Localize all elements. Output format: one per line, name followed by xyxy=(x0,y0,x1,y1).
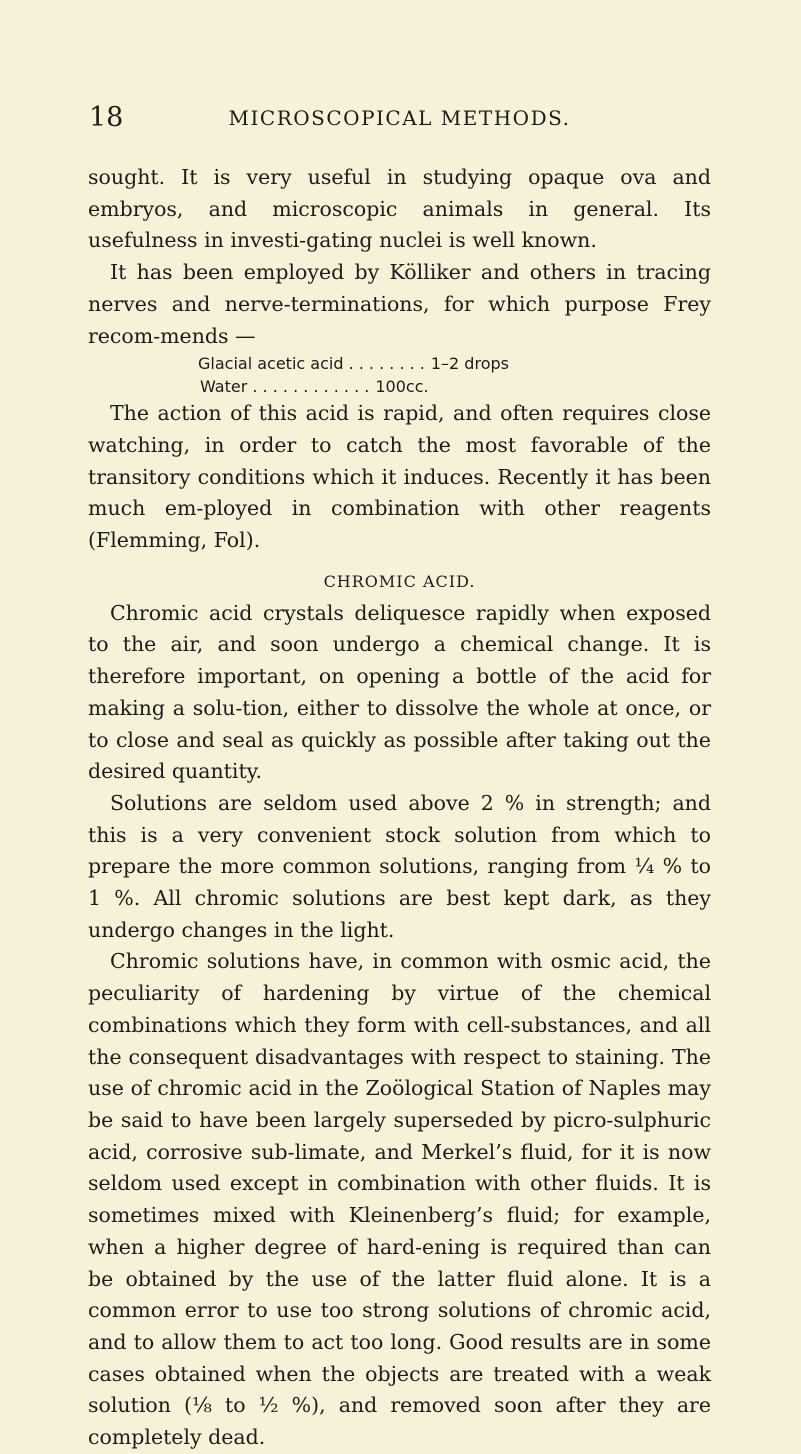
formula-amount: 100cc. xyxy=(375,377,429,397)
paragraph-continued: sought. It is very useful in studying opaque ova and embryos, and microscopic animals in general. Its usefulness in investi-gating nuclei is well known. xyxy=(88,165,711,253)
paragraph-kolliker: It has been employed by Kölliker and others in tracing nerves and nerve-terminations, for which purpose Frey recom-mends — xyxy=(88,260,711,348)
running-title: MICROSCOPICAL METHODS. xyxy=(228,106,571,130)
paragraph-hardening: Chromic solutions have, in common with osmic acid, the peculiarity of hardening by virtue of the chemical combinations which they form with cell-substances, and all the consequent disadvantages with respect to staining. The use of chromic acid in the Zoölogical Station of Naples may be said to have been largely superseded by picro-sulphuric acid, corrosive sub-limate, and Merkel’s fluid, for it is now seldom used except in combination with other fluids. It is sometimes mixed with Kleinenberg’s fluid; for example, when a higher degree of hard-ening is required than can be obtained by the use of the latter fluid alone. It is a common error to use too strong solutions of chromic acid, and to allow them to act too long. Good results are in some cases obtained when the objects are treated with a weak solution (⅛ to ½ %), and removed soon after they are completely dead. xyxy=(88,949,711,1450)
page-number: 18 xyxy=(89,102,124,133)
formula-amount: 1–2 drops xyxy=(430,354,509,374)
page-body xyxy=(88,162,711,1454)
page-header xyxy=(89,101,710,135)
paragraph-action: The action of this acid is rapid, and often requires close watching, in order to catch the most favorable of the transitory conditions which it induces. Recently it has been much em-ployed in combination with other reagents (Flemming, Fol). xyxy=(88,401,711,553)
formula-ingredient: Water . . . . . . . . . . . . xyxy=(200,377,370,397)
formula-table xyxy=(88,352,711,398)
section-heading: CHROMIC ACID. xyxy=(323,571,476,591)
formula-ingredient: Glacial acetic acid . . . . . . . . xyxy=(198,354,425,374)
paragraph-solutions: Solutions are seldom used above 2 % in strength; and this is a very convenient stock solution from which to prepare the more common solutions, ranging from ¼ % to 1 %. All chromic solutions are best kept dark, as they undergo changes in the light. xyxy=(88,790,711,942)
paragraph-crystals: Chromic acid crystals deliquesce rapidly when exposed to the air, and soon undergo a chemical change. It is therefore important, on opening a bottle of the acid for making a solu-tion, either to dissolve the whole at once, or to close and seal as quickly as possible after taking out the desired quantity. xyxy=(88,600,711,784)
formula-row xyxy=(88,375,711,398)
formula-row xyxy=(88,352,711,375)
